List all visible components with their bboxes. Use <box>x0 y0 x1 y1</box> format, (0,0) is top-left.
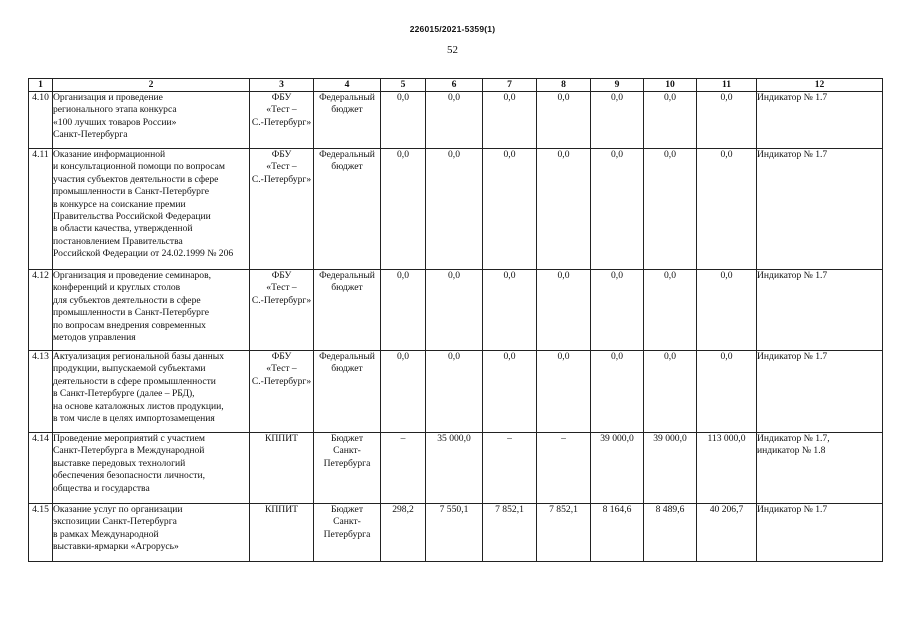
funding-value-cell: 0,0 <box>537 92 591 149</box>
funding-value-cell: 39 000,0 <box>644 433 697 504</box>
indicator-cell: Индикатор № 1.7 <box>757 504 883 562</box>
funding-value-cell: 0,0 <box>697 270 757 351</box>
funding-value-cell: 0,0 <box>591 270 644 351</box>
col-header-6: 6 <box>426 79 483 92</box>
executor-cell: ФБУ «Тест – С.-Петербург» <box>250 270 314 351</box>
funding-value-cell: 0,0 <box>644 351 697 433</box>
table-row <box>29 433 883 504</box>
funding-value-cell: 0,0 <box>537 270 591 351</box>
funding-value-cell: 0,0 <box>644 270 697 351</box>
activity-name-cell: Оказание услуг по организации экспозиции Санкт-Петербурга в рамках Международной выставки-ярмарки «Агрорусь» <box>53 504 250 562</box>
row-number-cell: 4.10 <box>29 92 53 149</box>
funding-value-cell: 0,0 <box>381 149 426 270</box>
funding-source-cell: Бюджет Санкт- Петербурга <box>314 433 381 504</box>
col-header-10: 10 <box>644 79 697 92</box>
row-number-cell: 4.14 <box>29 433 53 504</box>
executor-cell: ФБУ «Тест – С.-Петербург» <box>250 92 314 149</box>
funding-source-cell: Федеральный бюджет <box>314 270 381 351</box>
row-number-cell: 4.12 <box>29 270 53 351</box>
table-row <box>29 270 883 351</box>
funding-value-cell: 298,2 <box>381 504 426 562</box>
funding-source-cell: Федеральный бюджет <box>314 351 381 433</box>
activity-name-cell: Актуализация региональной базы данных продукции, выпускаемой субъектами деятельности в сфере промышленности в Санкт-Петербурге (далее – РБД), на основе каталожных листов продукции, в том числе в целях импортозамещения <box>53 351 250 433</box>
funding-value-cell: 35 000,0 <box>426 433 483 504</box>
funding-value-cell: – <box>483 433 537 504</box>
executor-cell: ФБУ «Тест – С.-Петербург» <box>250 351 314 433</box>
program-activities-table <box>28 78 883 562</box>
indicator-cell: Индикатор № 1.7 <box>757 351 883 433</box>
col-header-1: 1 <box>29 79 53 92</box>
funding-value-cell: 0,0 <box>591 149 644 270</box>
funding-value-cell: 0,0 <box>426 92 483 149</box>
funding-value-cell: 0,0 <box>483 351 537 433</box>
funding-value-cell: 8 489,6 <box>644 504 697 562</box>
table-row <box>29 351 883 433</box>
funding-value-cell: 0,0 <box>426 149 483 270</box>
col-header-11: 11 <box>697 79 757 92</box>
row-number-cell: 4.13 <box>29 351 53 433</box>
funding-value-cell: 0,0 <box>381 270 426 351</box>
col-header-5: 5 <box>381 79 426 92</box>
table-row <box>29 149 883 270</box>
funding-value-cell: 0,0 <box>591 92 644 149</box>
funding-value-cell: 0,0 <box>591 351 644 433</box>
col-header-9: 9 <box>591 79 644 92</box>
funding-value-cell: 113 000,0 <box>697 433 757 504</box>
funding-value-cell: 0,0 <box>381 92 426 149</box>
activity-name-cell: Проведение мероприятий с участием Санкт-Петербурга в Международной выставке передовых технологий обеспечения безопасности личности, общества и государства <box>53 433 250 504</box>
funding-value-cell: 0,0 <box>426 351 483 433</box>
column-number-header-row <box>29 79 883 92</box>
funding-value-cell: 0,0 <box>426 270 483 351</box>
row-number-cell: 4.11 <box>29 149 53 270</box>
col-header-4: 4 <box>314 79 381 92</box>
funding-value-cell: 39 000,0 <box>591 433 644 504</box>
executor-cell: ФБУ «Тест – С.-Петербург» <box>250 149 314 270</box>
funding-value-cell: – <box>381 433 426 504</box>
funding-value-cell: 7 852,1 <box>483 504 537 562</box>
funding-value-cell: 0,0 <box>697 351 757 433</box>
funding-source-cell: Федеральный бюджет <box>314 149 381 270</box>
funding-value-cell: 0,0 <box>644 92 697 149</box>
funding-value-cell: – <box>537 433 591 504</box>
document-registration-number: 226015/2021-5359(1) <box>409 24 496 34</box>
col-header-8: 8 <box>537 79 591 92</box>
funding-value-cell: 8 164,6 <box>591 504 644 562</box>
funding-value-cell: 0,0 <box>483 149 537 270</box>
executor-cell: КППИТ <box>250 504 314 562</box>
funding-value-cell: 7 852,1 <box>537 504 591 562</box>
activity-name-cell: Организация и проведение регионального этапа конкурса «100 лучших товаров России» Санкт-Петербурга <box>53 92 250 149</box>
funding-value-cell: 0,0 <box>644 149 697 270</box>
funding-value-cell: 0,0 <box>537 351 591 433</box>
funding-source-cell: Бюджет Санкт- Петербурга <box>314 504 381 562</box>
activity-name-cell: Организация и проведение семинаров, конференций и круглых столов для субъектов деятельности в сфере промышленности в Санкт-Петербурге по вопросам внедрения современных методов управления <box>53 270 250 351</box>
funding-value-cell: 0,0 <box>381 351 426 433</box>
indicator-cell: Индикатор № 1.7 <box>757 270 883 351</box>
funding-source-cell: Федеральный бюджет <box>314 92 381 149</box>
funding-value-cell: 0,0 <box>697 92 757 149</box>
row-number-cell: 4.15 <box>29 504 53 562</box>
indicator-cell: Индикатор № 1.7, индикатор № 1.8 <box>757 433 883 504</box>
funding-value-cell: 0,0 <box>537 149 591 270</box>
activity-name-cell: Оказание информационной и консультационной помощи по вопросам участия субъектов деятельности в сфере промышленности в Санкт-Петербурге в конкурсе на соискание премии Правительства Российской Федерации в области качества, утвержденной постановлением Правительства Российской Федерации от 24.02.1999 № 206 <box>53 149 250 270</box>
funding-value-cell: 0,0 <box>483 270 537 351</box>
indicator-cell: Индикатор № 1.7 <box>757 92 883 149</box>
col-header-3: 3 <box>250 79 314 92</box>
funding-value-cell: 7 550,1 <box>426 504 483 562</box>
col-header-7: 7 <box>483 79 537 92</box>
funding-value-cell: 40 206,7 <box>697 504 757 562</box>
table-row <box>29 92 883 149</box>
funding-value-cell: 0,0 <box>697 149 757 270</box>
page-number: 52 <box>447 44 458 56</box>
col-header-2: 2 <box>53 79 250 92</box>
col-header-12: 12 <box>757 79 883 92</box>
funding-value-cell: 0,0 <box>483 92 537 149</box>
indicator-cell: Индикатор № 1.7 <box>757 149 883 270</box>
table-row <box>29 504 883 562</box>
executor-cell: КППИТ <box>250 433 314 504</box>
